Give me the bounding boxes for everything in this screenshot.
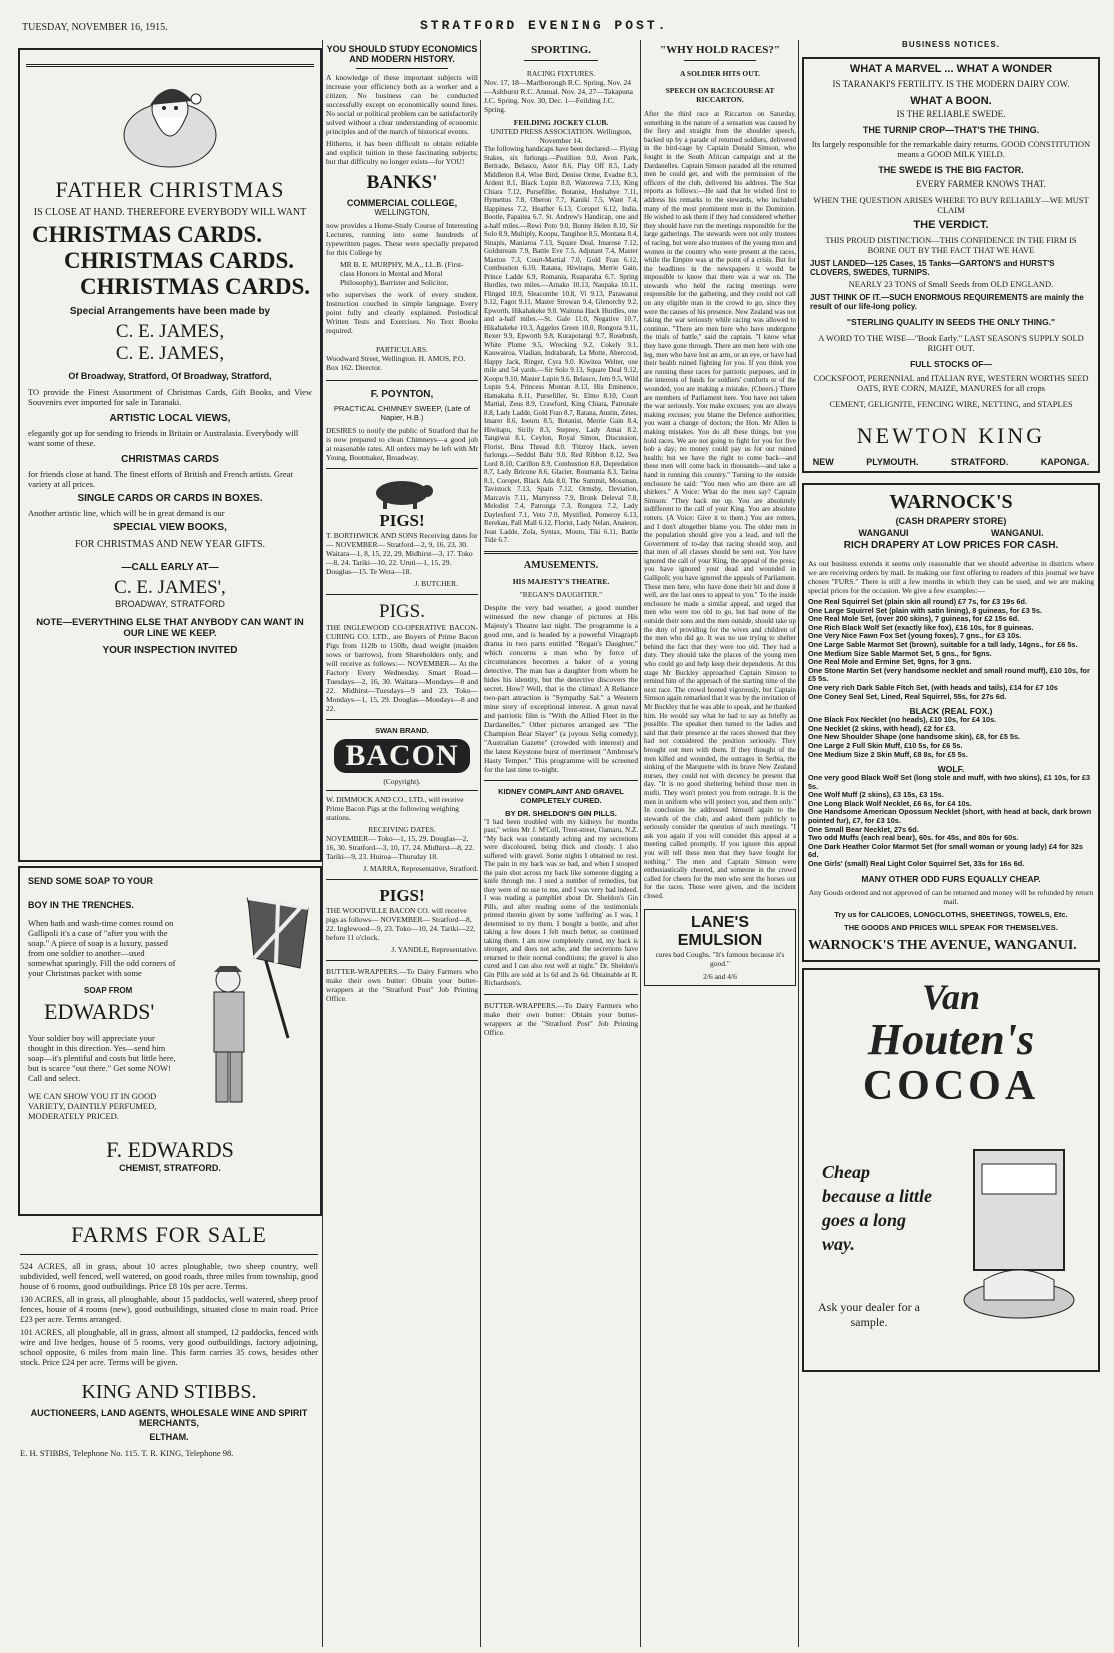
farms-heading: FARMS FOR SALE [71,1222,267,1247]
fox-item: One Black Fox Necklet (no heads), £10 10s, for £4 10s. [808,715,997,725]
wolf-item: One Wolf Muff (2 skins), £3 15s, £3 15s. [808,790,944,800]
note-text: NOTE—EVERYTHING ELSE THAT ANYBODY CAN WANT IN OUR LINE WE KEEP. [36,617,304,639]
column-3 [484,44,638,1649]
fur-item: One Large Sable Marmot Set (brown), suitable for a tall lady, 14gns., for £6 5s. [808,639,1078,649]
copyright: (Copyright). [383,777,421,786]
james-address: Of Broadway, Stratford, Of Broadway, Stratford, [68,371,272,381]
broadway-stratford: BROADWAY, STRATFORD [115,599,225,609]
just-think: JUST THINK OF IT.—SUCH ENORMOUS REQUIREMENTS are mainly the result of our life-long policy. [810,293,1084,311]
fur-item: One Coney Seal Set, Lined, Real Squirrel, 55s, for 27s 6d. [808,691,1007,701]
ce-james-1: C. E. JAMES, [115,321,225,342]
feilding-jockey-club: FEILDING JOCKEY CLUB. [513,118,609,127]
christmas-cards-text: for friends close at hand. The finest efforts of British and French artists. Great variety at all prices. [28,469,293,489]
call-early: —CALL EARLY AT— [121,562,219,573]
farms-for-sale-ad [20,1222,318,1652]
inspection-invited: YOUR INSPECTION INVITED [102,645,238,656]
close-at-hand: IS CLOSE AT HAND. THEREFORE EVERYBODY WILL WANT [33,207,307,218]
amusements-text: Despite the very bad weather, a good number witnessed the new change of pictures at His Majesty's Theatre last night. The programme is a good one, and is headed by a powerful Vitagraph drama in two parts entitled "Regan's Daughter," which concerns a man who by force of circumstances becomes a baker of a young detective. The man has a daughter from whom he hides his identity, but the detective discovers the secret. How? Well, that is the climax! A Reliance two-part attraction is "Sympathy Sal." a Western mine story of exceptional interest. A great naval and patriotic film is "With the Allied Fleet in the Dardanelles." Other pictures arranged are "The Champion Bear Slayer" (a joyous Selig comedy); "Australian Gazette" (crowded with interest) and the latest Keystone burst of merriment "Ambrose's Hasty Temper." This programme will be screened for the last time to-night. [484,602,638,774]
butter-wrappers-ad: BUTTER-WRAPPERS.—To Dairy Farmers who make their own butter: Obtain your butter-wrappers at the "Stratford Post" Job Printing Office. [326,967,478,1003]
his-majestys-theatre: HIS MAJESTY'S THEATRE. [512,576,610,586]
banks-text: now provides a Home-Study Course of Interesting Lectures, running into some hundreds of typewritten pages. These were specially prepared for this College by [326,221,478,257]
edwards-soap-ad [18,866,322,1216]
butter-wrappers-ad-2: BUTTER-WRAPPERS.—To Dairy Farmers who make their own butter: Obtain your butter-wrappers at the "Stratford Post" Job Printing Office. [484,1000,638,1037]
fur-item: One Stone Martin Set (very handsome necklet and small round muff), £10 10s, for £5 5s. [808,665,1090,684]
newton-king-places: NEW PLYMOUTH. STRATFORD. KAPONGA. [812,457,1090,467]
soap-from: SOAP FROM [84,986,133,995]
newton-king: NEWTON KING [856,423,1046,448]
eltham: ELTHAM. [149,1432,189,1442]
cocksfoot: COCKSFOOT, PERENNIAL and ITALIAN RYE, WESTERN WORTHS SEED OATS, RYE CORN, MAIZE, MANURES for all crops [813,373,1089,393]
soap-text: When bath and wash-time comes round on Gallipoli it's a case of "after you with the soap." A piece of soap is a luxury, passed from one soldier to another—used somewhat sparingly. Fill the odd corners of your Christmas packet with some [28,918,176,978]
fox-item: One Large 2 Full Skin Muff, £10 5s, for £6 5s. [808,740,963,750]
marra-representative: J. MARRA, Representative, Stratford. [363,864,478,873]
christmas-cards-ad [18,48,322,862]
f-edwards: F. EDWARDS [106,1137,234,1162]
column-4 [644,44,796,1649]
lanes-emulsion: LANE'S EMULSION [677,913,763,949]
lanes-text: cures bad Coughs. "It's famous because it's good." [655,949,785,968]
soap-heading-2: BOY IN THE TRENCHES. [28,900,134,910]
column-rule [798,40,799,1647]
verdict: THE VERDICT. [913,219,989,231]
soap-heading-1: SEND SOME SOAP TO YOUR [28,876,154,886]
nearly-tons: NEARLY 23 TONS of Small Seeds from OLD ENGLAND. [848,279,1054,289]
study-text-2: Hitherto, it has been difficult to obtain reliable and explicit tuition in these fascinating subjects; but that difficulty no longer exists—for YOU! [326,139,478,166]
turnip-crop: THE TURNIP CROP—THAT'S THE THING. [862,125,1040,135]
question-line: WHEN THE QUESTION ARISES WHERE TO BUY RELIABLY—WE MUST CLAIM [813,195,1089,215]
ask-dealer: Ask your dealer for a sample. [818,1299,920,1329]
wolf-heading: WOLF. [937,764,965,775]
artistic-heading: ARTISTIC LOCAL VIEWS, [109,413,231,424]
king-and-stibbs: KING AND STIBBS. [81,1381,257,1403]
banks-heading: BANKS' [366,172,438,193]
kidney-text: "I had been troubled with my kidneys for months past," writes Mr J. M'Coll, Trent-street, Oamaru, N.Z. "My back was constantly aching and my secretions were discoloured, being thick and cloudy. I also suffered with gravel. Some nights I obtained no rest. The pain in my back was so bad, and when I stooped the pain shot across my back like someone digging a knife through me. I used a number of remedies, but they were of no use to me, and I was very bad indeed. I was reading a pamphlet about Dr. Sheldon's Gin Pills, and after reading some of the testimonials printed therein given by some 'suffering' as I was, I determined to try them. I bought a bottle, and after taking a few doses I felt much better, so continued taking them. I am now completely cured, my back is stronger, and does not ache, and the secretions have returned to their normal conditions; the gravel is also cured and I can also rest well at night." Dr. Sheldon's Gin Pills are sold at 1s 6d and 2s 6d. Obtainable at R. Richardson's. [484,817,638,987]
wolf-item: One Small Bear Necklet, 27s 6d. [808,824,919,834]
amusements-heading: AMUSEMENTS. [523,559,599,571]
rich-drapery: RICH DRAPERY AT LOW PRICES FOR CASH. [843,540,1059,551]
artistic-text: elegantly got up for sending to friends in Britain or Australasia. Everybody will want some of these. [28,428,299,448]
soldier-with-flag-icon [188,888,312,1108]
inglewood-text: THE INGLEWOOD CO-OPERATIVE BACON-CURING CO. LTD., are Buyers of Prime Bacon Pigs from 112lb to 150lb, dead weight (maiden sows or barrows), from Shareholders only, and will receive as follows:— NOVEMBER— At the Factory Every Wednesday. Smart Road—Tuesdays—2, 16, 30. Waitara—Mondays—8 and 22. Midhirst—Tuesdays—9 and 23. Toko—Mondays—1, 15, 29. Douglas—Mondays—8 and 22. [326,623,478,713]
fox-item: One New Shoulder Shape (one handsome skin), £8, for £5 5s. [808,732,1021,742]
dimmock-dates: NOVEMBER— Toko—1, 15, 29. Douglas—2, 16, 30. Stratford—3, 10, 17, 24. Midhirst—8, 22. Tariki—9, 23. Huiroa—Thursday 18. [326,834,475,861]
boon-heading: WHAT A BOON. [910,95,992,107]
cheap-slogan: Cheap because a little goes a long way. [822,1161,932,1254]
regans-daughter: "REGAN'S DAUGHTER." [519,589,603,599]
every-farmer: EVERY FARMER KNOWS THAT. [916,179,1046,189]
farm-listing-1: 524 ACRES, all in grass, about 10 acres ploughable, two sheep country, well subdivided, well fenced, well watered, on good roads, three miles from township, good house of 6 rooms, good outbuildings. Price £8 10s per acre. Terms. [20,1261,318,1291]
particulars: PARTICULARS. [376,345,428,354]
fur-item: One Real Mole and Ermine Set, 9gns, for 3 gns. [808,657,972,667]
wolf-item: One Girls' (small) Real Light Color Squirrel Set, 33s for 16s 6d. [808,859,1025,869]
ce-james-2: C. E. JAMES, [115,343,225,364]
wolf-item: Two odd Muffs (each real bear), 60s. for 45s, and 80s for 60s. [808,833,1019,843]
wolf-item: One very good Black Wolf Set (long stole and muff, with two skins), £1 10s, for £3 5s. [808,773,1091,791]
speech-heading: SPEECH ON RACECOURSE AT RICCARTON. [665,86,775,104]
fox-item: One Necklet (2 skins, with head), £2 for £3. [808,723,956,733]
cement: CEMENT, GELIGNITE, FENCING WIRE, NETTING, and STAPLES [829,399,1073,409]
banks-text-2: who supervises the work of every student. Instruction couched in simple language. Every point fully and clearly explained. Periodical Written Tests and Exercises. No Text Books required. [326,290,478,335]
fur-item: One Real Mole Set, (over 200 skins), 7 guineas, for £2 15s 6d. [808,614,1020,624]
proud-distinction: THIS PROUD DISTINCTION—THIS CONFIDENCE IN THE FIRM IS BORNE OUT BY THE FACT THAT WE HAVE [825,235,1077,255]
pigs-heading-2: PIGS. [379,601,425,622]
wolf-item: One Handsome American Opossum Necklet (short, with head at back, dark brown pointed fur), £7, for £3 10s. [808,807,1092,826]
houtens-text: Houten's [867,1014,1035,1064]
bacon-logo: BACON [334,739,470,773]
fox-item: One Medium Size 2 Skin Muff, £8 8s, for £5 5s. [808,749,968,759]
try-us: Try us for CALICOES, LONGCLOTHS, SHEETINGS, TOWELS, Etc. [834,909,1068,919]
goods-returned: Any Goods ordered and not approved of can be returned and money will be refunded by return mail. [808,887,1094,906]
farm-listing-3: 101 ACRES, all ploughable, all in grass, almost all stumped, 12 paddocks, fenced with wire and live hedges, house of 5 rooms, very good outbuildings, factory adjoining, school opposite, 6 miles from main line. This farm carries 35 cows, besides other stock. Price £24 per acre. Terms will be given. [20,1327,318,1367]
racing-fixtures: RACING FIXTURES. [526,69,596,78]
ce-james-3: C. E. JAMES', [114,577,226,598]
van-text: Van [921,976,981,1017]
many-other-furs: MANY OTHER ODD FURS EQUALLY CHEAP. [861,873,1041,884]
issue-date: TUESDAY, NOVEMBER 16, 1915. [22,22,168,33]
pigs-heading-1: PIGS! [379,511,425,530]
soldier-hits-out: A SOLDIER HITS OUT. [680,69,760,78]
handicaps-text: The following handicaps have been declared:— Flying Stakes, six furlongs.—Postilion 9.0, Avon Park, Bertrade, Belasco, Astor 8.6, Play Off 8.5, Lady Middleton 8.4, Wise Bird, Denise Orme, Evadne 8.3, Ardent 8.1, Black Lupin 8.0, Watorewa 7.13, King Chiara 7.12, Pursefiller, Botanist, Hushabye 7.11, Hymettus 7.8, Oberon 7.7, Kaniki 7.5, Want 7.4, Happiness 7.2, Heather 6.13, Coropet 6.12, India, Bootle, Papaitea 6.7. St. Andrew's Handicap, one and a-half miles.—Rewi Poto 9.0, Bonny Helen 8.10, Sir Solo 8.9, Multiply, Koopu, Tangihoe 8.5, Montana 8.4, Sinapis, Maniaroa 7.13, Square Deal, Imarose 7.12, Goldstream 7.9, Battle Eve 7.5, Adjutant 7.4, Master Maxton 7.3, Court-Martial 7.0, Gold Fran 6.12, Combustion 6.10, Ratana, Hiwitapu, Merrie Gain, Prince Ladde 6.9, Romania, Ruaparaha 6.7. Spring Hurdles, two miles.—Arnako 10.13, Naupaka 10.11, Flinged 10.9, Sleacombe 10.8, Vi 9.13, Parawanui 9.12, Fagot 9.11, Master Strowan 9.4, Glenorchy 9.2, Epworth, Hikahakeke 9.0. Waituna Hack Hurdles, one and a-half miles.—St. Gale 11.0, Negative 10.7, Hikahakeke 10.3, Aggelos Green 10.0, Rongora 9.11, Rexer 9.9, Epworth 9.8, Kurapotangi 9.7, Rosebush, White Plume 9.5, Wrecking 9.2, Cokely 9.1, Kauwairoa, Vladian, Indrabarah, La Motte, Aberccod, Happy Jack, Ringer, Cyra 9.0. Kiwitea Welter, one mile and 54 yards.—Sir Solo 9.13, Square Deal 9.12, Koopu 9.10, Master Lupin 9.6, Belasco, Jem 9.5, Wild Lupin 9.4, Princess Montan 8.13, His Eminence, Hamakaha 8.11, Pursefiller, St. Elmo 8.10, Court Martial, Zeus 8.9, Crawford, King Chiara, Patronale 8.8, Lady Ladde, Gold Fran 8.7, Ratana, Austin, Zetes, Imarer 8.6, Ioeuru 8.5, Botanist, Merrie Gain 8.4, Hiwitapu, Sicily 8.3, Stepney, Lady Amai 8.2, Tangiwai 8.1, Ceylon, Royal Simon, Discussion, Florist, Bina Thread 8.0. 'Fitzroy Hack, seven furlongs.—Seddul Bahr 9.0, Red Ribbon 8.12, Sea Lord 8.10, Carillon 8.9, Combustion 8.8, Depredation 8.7, Lady Bricone 8.6, Glacier, Roumania 8.3, Tarina 8.1, Coropet, Black Ada 8.0, The Summit, Mossman, Tavistock 7.13, Spain 7.12, Ormsby, Deviation, Marcavis 7.11, Martyress 7.9, Bronk Deleval 7.8, Melodist 7.4, Patronga 7.3, Rongora 7.2, Lady Daylesford 7.1, Veto 7.0, Mystified, Pomeroy 6.13, Rerekau, Pall Mall 6.12, Florist, Lady Nelan, Anaieon, Jean Ladde, Zola, Syntax, Mouto, Tiki 6.11, Battle Tide 6.7. [484,145,638,544]
fertility-line: IS TARANAKI'S FERTILITY. IS THE MODERN DAIRY COW. [832,79,1070,89]
column-2 [326,44,478,1649]
full-stocks: FULL STOCKS OF— [910,359,992,369]
stibbs-telephone: E. H. STIBBS, Telephone No. 115. T. R. KING, Telephone 98. [20,1448,234,1458]
furs-intro: As our business extends it seems only reasonable that we should advertise in districts where we are receiving orders by mail. In making our first offering to readers of this journal we have chosen "FURS." There is still a few months in which they can be used, and we are making special prices for the occasion. We give a few examples:— [808,559,1094,595]
wolf-item: One Long Black Wolf Necklet, £6 6s, for £4 10s. [808,798,972,808]
fixtures-list: Nov. 17, 18—Marlborough R.C. Spring. Nov. 24—Ashburst R.C. Annual. Nov. 24, 27—Takapuna J.C. Spring. Nov. 30, Dec. 1—Feilding J.C. Spring. [484,78,633,114]
lanes-price: 2/6 and 4/6 [703,971,737,981]
special-view-books: SPECIAL VIEW BOOKS, [113,522,227,533]
warnocks-heading: WARNOCK'S [889,491,1013,513]
dimmock-text: W. DIMMOCK AND CO., LTD., will receive Prime Bacon Pigs at the following weighing stations. [326,795,464,822]
borthwick-text: T. BORTHWICK AND SONS Receiving dates for— NOVEMBER— Stratford—2, 9, 16, 23, 30. Waitara—1, 8, 15, 22, 29. Midhirst—3, 17. Toko—8, 24. Tariki—10, 22. Uruti—1, 15, 29. Douglas—15. Te Wera—18. [326,531,478,576]
pigs-heading-3: PIGS! [379,886,425,905]
turnip-text: Its largely responsible for the remarkable dairy returns. GOOD CONSTITUTION means a GOOD MILK YIELD. [811,139,1091,159]
sterling-quality: "STERLING QUALITY IN SEEDS THE ONLY THING." [846,317,1056,327]
warnocks-footer: WARNOCK'S THE AVENUE, WANGANUI. [808,937,1077,953]
wellington: WELLINGTON, [374,208,430,217]
wanganui: WANGANUI WANGANUI. [858,528,1044,538]
receiving-dates: RECEIVING DATES. [368,825,436,834]
yandle-representative: J. YANDLE, Representative. [391,945,478,954]
father-christmas-icon [110,75,230,171]
swan-brand: SWAN BRAND. [375,726,429,735]
marvel-heading: WHAT A MARVEL ... WHAT A WONDER [849,63,1053,75]
farm-listing-2: 130 ACRES, all in grass, all ploughable, about 15 paddocks, well watered, sheep proof fences, house of 4 rooms (new), good outbuildings, situated close to main road. Price £23 per acre. Terms arranged. [20,1294,318,1324]
just-landed: JUST LANDED—125 Cases, 15 Tanks—GARTON'S and HURST'S CLOVERS, SWEDES, TURNIPS. [810,259,1055,277]
single-cards-heading: SINGLE CARDS OR CARDS IN BOXES. [77,493,263,504]
newton-king-ad [802,57,1100,473]
sweep-text: DESIRES to notify the public of Stratford that he is now prepared to clean Chimneys—a good job at reasonable rates. All orders may be left with Mr Young, Bootmaker, Broadway. [326,426,478,462]
kidney-heading: KIDNEY COMPLAINT AND GRAVEL COMPLETELY CURED. [498,786,624,805]
van-houtens-cocoa-ad [802,968,1100,1372]
sporting-heading: SPORTING. [531,44,591,56]
auctioneers: AUCTIONEERS, LAND AGENTS, WHOLESALE WINE AND SPIRIT MERCHANTS, [30,1408,308,1428]
why-hold-races-heading: "WHY HOLD RACES?" [660,44,780,56]
commercial-college: COMMERCIAL COLLEGE, [346,198,458,208]
study-text: A knowledge of these important subjects will increase your efficiency both as a worker and a citizen. No business can be conducted successfully except on economically sound lines. No social or political problem can be satisfactorily solved without a clear understanding of economic principles and of the march of historical events. [326,73,478,136]
column-rule [322,40,323,1647]
wolf-item: One Dark Heather Color Marmot Set (for small woman or young lady) £4 for 32s 6d. [808,841,1083,860]
soldier-text: Your soldier boy will appreciate your thought in this direction. Yes—send him soap—it's plentiful and costs but little here, but is scarce "out there." Get some NOW! Call and select. [28,1033,176,1083]
woodward-address: Woodward Street, Wellington. H. AMOS, P.O. Box 162. Director. [326,354,466,372]
single-cards-text: Another artistic line, which will be in great demand is our [28,508,225,518]
father-christmas-heading: FATHER CHRISTMAS [55,177,285,202]
special-arrangements: Special Arrangements have been made by [69,306,271,317]
black-fox-heading: BLACK (REAL FOX.) [909,706,993,717]
fur-item: One Medium Size Sable Marmot Set, 5 gns., for 5gns. [808,648,992,658]
christmas-cards-3: CHRISTMAS CARDS. [80,274,311,299]
edwards-name: EDWARDS' [44,999,155,1024]
chemist-stratford: CHEMIST, STRATFORD. [119,1163,221,1173]
races-article-text: After the third race at Riccarton on Saturday, something in the nature of a sensation was caused by the fiery and straight from the shoulder speech, backed up by a parade of returned soldiers, delivered in the bird-cage by Captain Donald Simson, who fought in the South African campaign and at the Dardanelles. Captain Simson paraded all the returned men he could get, and with the permission of the officers of the club, delivered his address. The Star reports as follows:—He said that he wished first to address his remarks to the stewards, who included many of the most prominent men in the Dominion. He wished to ask them if they had considered whether they should have run the meetings responsible for the large gatherings. The stewards were not only trustees of racing, but were also trustees of the young men and women in the country who were present at the races, while the Empire was at the point of a crisis. But for the headlines in the newspapers it would be impossible to know that there was a war on. The stewards who held the racing meetings were responsible for the gathering, and they could not call on any eligible man in the crowd to go, since they were the causes of his presence. New Zealand was not taking the war seriously while racing was allowed to continue. "There are men here who have undergone the trials of battle," said the captain. "I know what they have gone through. There are men here with one leg, men who have lost an arm, or an eye, or have had their health ruined fighting for you. If you think you are running these races for patriotic purposes, and in the interests of funds for soldiers' comforts or of the wounded, you are making a mistake. (Cheers.) There are members of Parliament here. You have not taken the war seriously. You make excuses; you are always making excuses; you blame the Defence authorities; you want a change of doctors; the Hon. Mr Allen is making mistakes. You do all these things, but you hold races. We are not going to fight for you for five bob a day; no money could pay us for our ruined health; but we have the right to come back—and these men will come back in thousands—and take a hand in running this country." Turning to the outside enclosure he said: "You men who are there are all shirkers." A Voice: What do the men say? Captain Simson: "They back me up. You are absolutely indifferent to the call of your King. You are absolute rotters. (A Voice: Give it to them.) You are rotters, and I don't altogether blame you. The older men in the population should give you a lead, and tell the Government of to-day that racing should stop, and that men of all classes should be sent out. You have ignored the call of your King, the appeal of the press; you have ignored your dead and wounded in Gallipoli; you have ignored the appeals of Parliament. These men here, who have done their bit and done it well, are the last ones to appeal to you." To the inside enclosure he made a similar appeal, and urged that men who were too old to go, but had none of the outside their sons and the men outside, should take up the duty of providing for the wives and children of the men who did go. It was no use trying to shelter behind the fact that they were too old. They had a duty. They should take the places of the young men who could go and help keep their dependents. At this stage Mr Buckley approached Captain Simson to remind him of the approach of the starting time of the next race. The crowd hooted vigorously, but Captain Simson again remarked that it was by the invitation of Mr Buckley that he was able to speak, and he thanked him. He would say what he had to say as briefly as possible. The speaker then turned to the ladies and said that their presence at the races showed that they had not considered the position seriously. They brought out men with them. If they thought of the men killed and wounded, the outrages in Serbia, the sinking of the Marquette with its brave New Zealand nurses, they could not with decency be present that day. "It is no good sheltering behind those men in mufti. They won't protect you from outrage. It is the men in uniform who will protect you, and them only." In conclusion he addressed himself again to the stewards of the club, and asked them publicly to seriously consider the question of such meetings. "I ask you again if you will consider this appeal at a meeting called promptly. If you ignore this appeal you will tell these men that they have fought for nothing." The men and Captain Simson were enthusiastically cheered, and someone in the crowd called for cheers for the men who sent the horses out for the races. These were given, and the incident closed. [644,110,796,901]
christmas-cards-2: CHRISTMAS CARDS. [64,248,295,273]
butcher: J. BUTCHER. [414,579,458,588]
cash-drapery: (CASH DRAPERY STORE) [895,516,1007,526]
chimney-sweep: PRACTICAL CHIMNEY SWEEP, (Late of Napier, H.B.) [333,404,471,422]
lanes-emulsion-ad [644,909,796,986]
christmas-cards-heading: CHRISTMAS CARDS [121,454,219,465]
column-rule [640,40,641,1647]
upa-dateline: UNITED PRESS ASSOCIATION. Wellington, November 14. [490,127,632,145]
big-factor: THE SWEDE IS THE BIG FACTOR. [878,165,1024,175]
cocoa-tin-icon [954,1140,1084,1340]
fur-item: One Very Nice Fawn Fox Set (young foxes), 7 gns., for £3 10s. [808,631,1022,641]
fur-item: One very rich Dark Sable Fitch Set, (with heads and tails), £14 for £7 10s [808,682,1058,692]
provide-text: TO provide the Finest Assortment of Christmas Cards, Gift Books, and View Souvenirs ever imported for sale in Taranaki. [28,387,312,407]
pig-icon [367,475,437,511]
fur-item: One Rich Black Wolf Set (exactly like fox), £16 10s, for 8 guineas. [808,622,1034,632]
fur-item: One Real Squirrel Set (plain skin all round) £7 7s, for £3 19s 6d. [808,597,1027,606]
column-rule [480,40,481,1647]
newspaper-title: STRATFORD EVENING POST. [420,18,669,33]
study-heading: YOU SHOULD STUDY ECONOMICS AND MODERN HISTORY. [326,44,478,64]
murphy-credentials: MR B. E. MURPHY, M.A., LL.B. (First-class Honors in Mental and Moral Philosophy), Barrister and Solicitor, [340,260,464,287]
cocoa-text: COCOA [862,1062,1040,1109]
sheldon-gin-pills: BY DR. SHELDON'S GIN PILLS. [505,808,617,818]
poynton-heading: F. POYNTON, [370,389,434,400]
swede-line: IS THE RELIABLE SWEDE. [896,109,1006,119]
column-5 [802,40,1100,1650]
goods-speak: THE GOODS AND PRICES WILL SPEAK FOR THEMSELVES. [844,922,1058,932]
fur-item: One Large Squirrel Set (plain with satin lining), 8 guineas, for £3 5s. [808,605,1042,615]
word-to-wise: A WORD TO THE WISE—"Book Early." LAST SEASON'S SUPPLY SOLD RIGHT OUT. [818,333,1084,353]
woodville-text: THE WOODVILLE BACON CO. will receive pigs as follows— NOVEMBER— Stratford—8, 22. Inglewood—9, 23. Toko—10, 24. Tariki—22, before 11 o'clock. [326,906,476,942]
show-text: WE CAN SHOW YOU IT IN GOOD VARIETY, DAINTILY PERFUMED, MODERATELY PRICED. [28,1091,157,1121]
warnocks-ad [802,483,1100,962]
business-notices: BUSINESS NOTICES. [902,40,1000,49]
for-christmas-gifts: FOR CHRISTMAS AND NEW YEAR GIFTS. [74,539,266,550]
christmas-cards-1: CHRISTMAS CARDS. [32,222,263,247]
